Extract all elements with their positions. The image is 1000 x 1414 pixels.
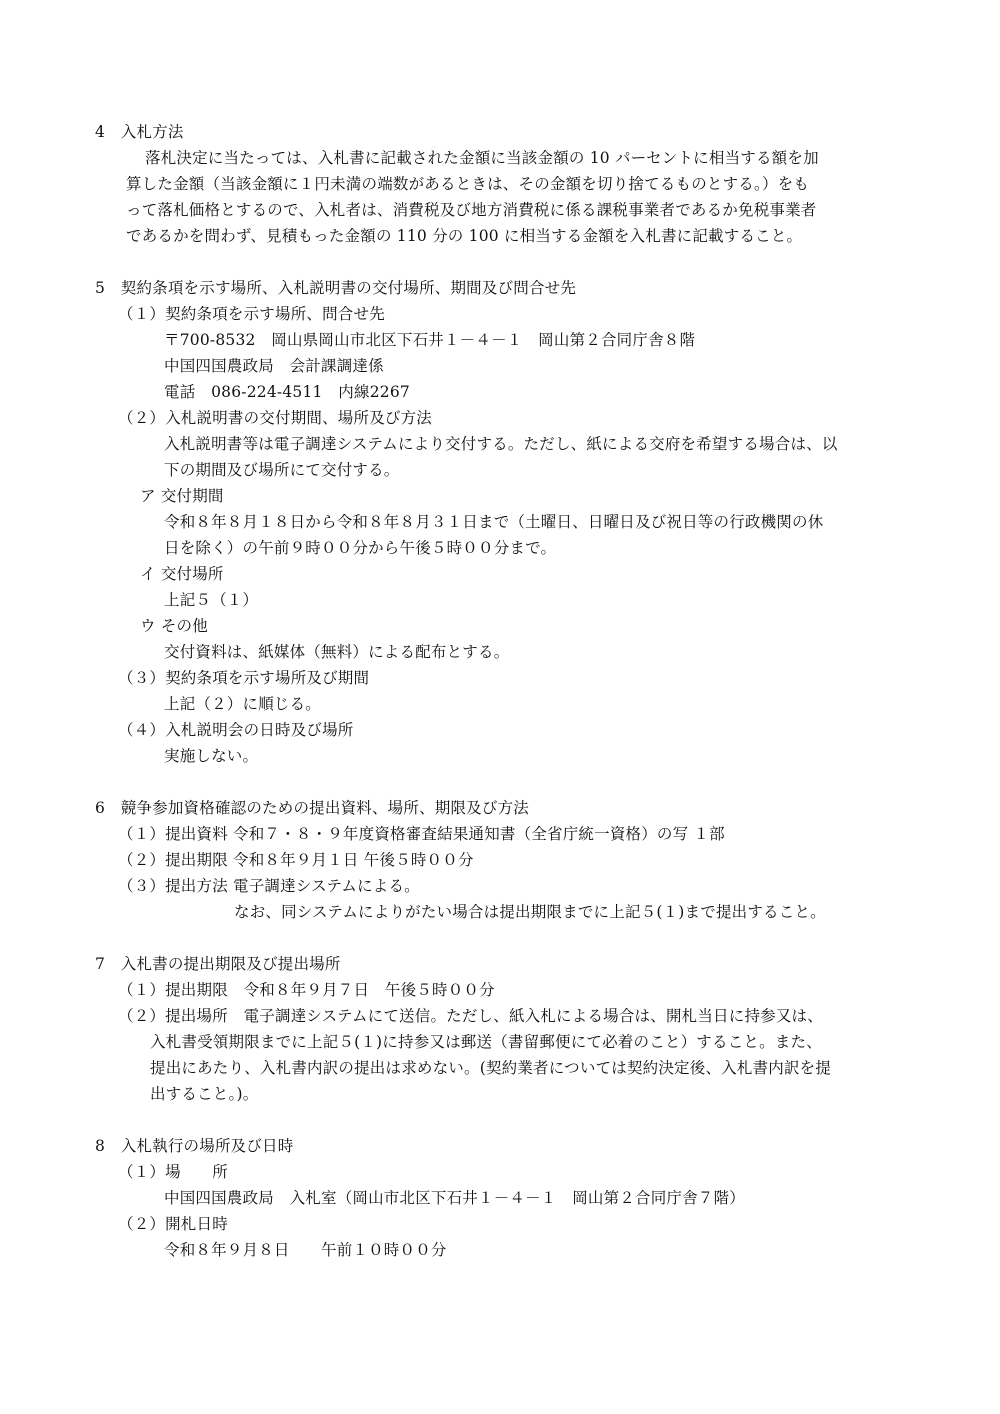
paragraph-line: なお、同システムによりがたい場合は提出期限までに上記５(１)まで提出すること。 — [234, 903, 826, 921]
section-7-heading: 7 入札書の提出期限及び提出場所 — [95, 955, 341, 973]
paragraph-line: 出すること。)。 — [150, 1085, 259, 1103]
paragraph-line: 下の期間及び場所にて交付する。 — [164, 461, 400, 479]
subsection-heading: （３）契約条項を示す場所及び期間 — [118, 669, 370, 687]
paragraph-line: 上記（２）に順じる。 — [164, 695, 322, 713]
paragraph-line: 中国四国農政局 入札室（岡山市北区下石井１－４－１ 岡山第２合同庁舎７階） — [164, 1189, 745, 1207]
subsection-line: （１）提出期限 令和８年９月７日 午後５時００分 — [118, 981, 495, 999]
item-heading: ア 交付期間 — [140, 487, 224, 505]
paragraph-line: 交付資料は、紙媒体（無料）による配布とする。 — [164, 643, 510, 661]
paragraph-line: って落札価格とするので、入札者は、消費税及び地方消費税に係る課税事業者であるか免税事業者 — [126, 201, 817, 219]
subsection-heading: （２）入札説明書の交付期間、場所及び方法 — [118, 409, 433, 427]
section-8-heading: 8 入札執行の場所及び日時 — [95, 1137, 294, 1155]
paragraph-line: 令和８年９月８日 午前１０時００分 — [164, 1241, 447, 1259]
subsection-heading: （１）契約条項を示す場所、問合せ先 — [118, 305, 385, 323]
paragraph-line: 電話 086-224-4511 内線2267 — [164, 383, 410, 401]
paragraph-line: 日を除く）の午前９時００分から午後５時００分まで。 — [164, 539, 557, 557]
section-6-heading: 6 競争参加資格確認のための提出資料、場所、期限及び方法 — [95, 799, 529, 817]
paragraph-line: 入札書受領期限までに上記５(１)に持参又は郵送（書留郵便にて必着のこと）すること。また、 — [150, 1033, 822, 1051]
subsection-heading: （１）場 所 — [118, 1163, 228, 1181]
paragraph-line: 上記５（１） — [164, 591, 259, 609]
paragraph-line: 〒700-8532 岡山県岡山市北区下石井１－４－１ 岡山第２合同庁舎８階 — [164, 331, 696, 349]
section-4-heading: 4 入札方法 — [95, 123, 184, 141]
subsection-line: （１）提出資料 令和７・８・９年度資格審査結果通知書（全省庁統一資格）の写 １部 — [118, 825, 725, 843]
item-heading: ウ その他 — [140, 617, 208, 635]
paragraph-line: であるかを問わず、見積もった金額の 110 分の 100 に相当する金額を入札書に記載すること。 — [126, 227, 803, 245]
subsection-line: （２）提出期限 令和８年９月１日 午後５時００分 — [118, 851, 474, 869]
section-5-heading: 5 契約条項を示す場所、入札説明書の交付場所、期間及び問合せ先 — [95, 279, 577, 297]
paragraph-line: 提出にあたり、入札書内訳の提出は求めない。(契約業者については契約決定後、入札書内訳を提 — [150, 1059, 832, 1077]
paragraph-line: 令和８年８月１８日から令和８年８月３１日まで（土曜日、日曜日及び祝日等の行政機関の休 — [164, 513, 824, 531]
paragraph-line: 中国四国農政局 会計課調達係 — [164, 357, 384, 375]
paragraph-line: 実施しない。 — [164, 747, 259, 765]
subsection-heading: （２）開札日時 — [118, 1215, 228, 1233]
item-heading: イ 交付場所 — [140, 565, 224, 583]
subsection-line: （３）提出方法 電子調達システムによる。 — [118, 877, 420, 895]
paragraph-line: 算した金額（当該金額に１円未満の端数があるときは、その金額を切り捨てるものとする。）をも — [126, 175, 810, 193]
paragraph-line: 入札説明書等は電子調達システムにより交付する。ただし、紙による交府を希望する場合は、以 — [164, 435, 838, 453]
paragraph-line: 落札決定に当たっては、入札書に記載された金額に当該金額の 10 パーセントに相当する額を加 — [145, 149, 819, 167]
subsection-heading: （４）入札説明会の日時及び場所 — [118, 721, 354, 739]
subsection-line: （２）提出場所 電子調達システムにて送信。ただし、紙入札による場合は、開札当日に持参又は、 — [118, 1007, 823, 1025]
